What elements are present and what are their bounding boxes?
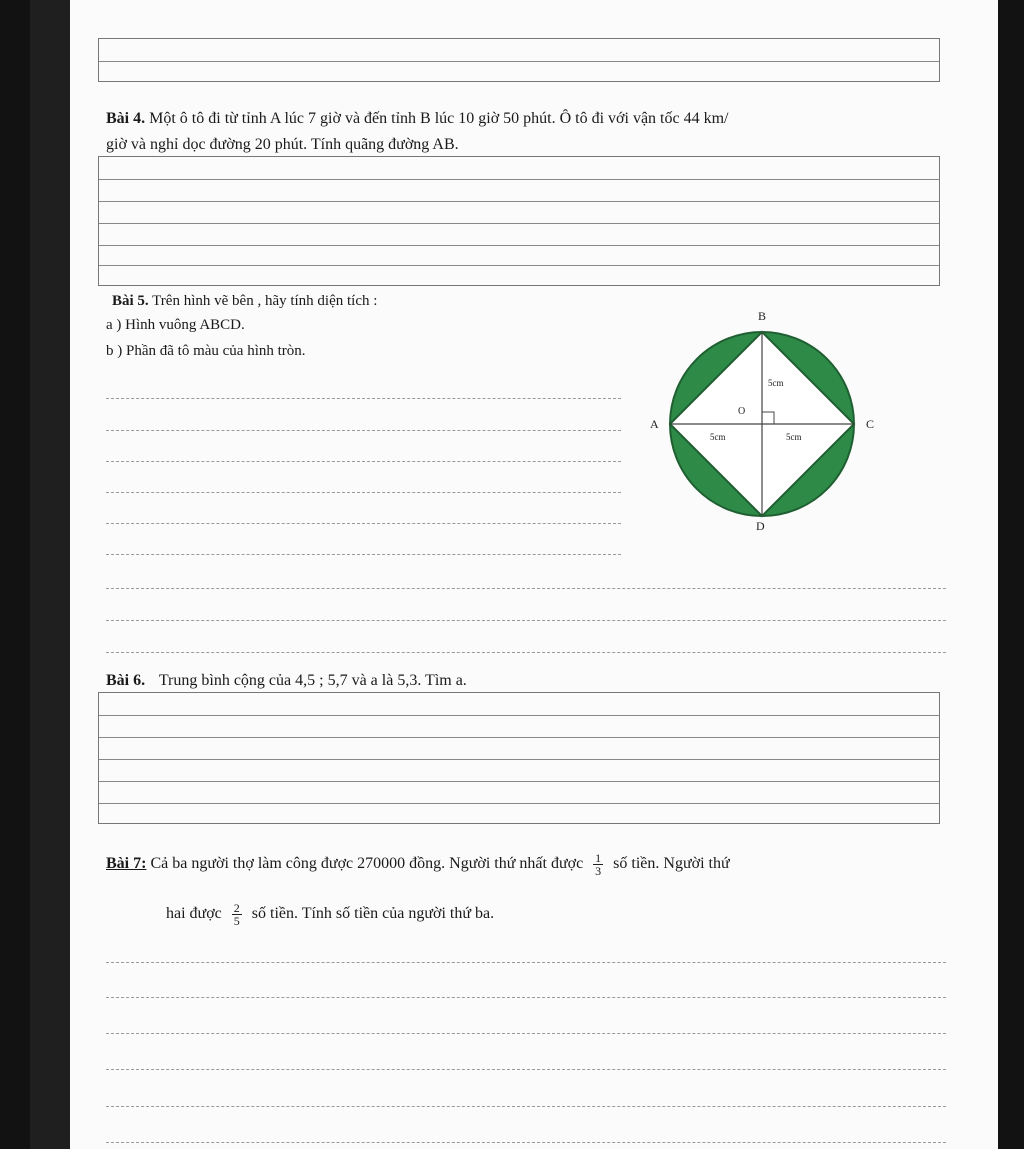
bai5-answer-line-7 — [106, 588, 946, 589]
answer-box-bai4 — [98, 156, 940, 286]
bai4-text-1: Một ô tô đi từ tỉnh A lúc 7 giờ và đến tỉnh B lúc 10 giờ 50 phút. Ô tô đi với vận tốc 44 km/ — [149, 110, 729, 127]
bai7-answer-line-3 — [106, 1033, 946, 1034]
fraction-two-fifths — [232, 902, 242, 927]
bai4-line2: giờ và nghỉ dọc đường 20 phút. Tính quãng đường AB. — [106, 136, 459, 153]
label-B: B — [758, 309, 767, 323]
fraction1-numerator: 1 — [595, 851, 602, 865]
bai7-line2 — [166, 902, 494, 927]
bai7-label: Bài 7: — [106, 855, 147, 873]
bai4-line1 — [106, 108, 729, 130]
bai7-text-1b: số tiền. Người thứ — [613, 855, 730, 873]
label-A: A — [650, 417, 659, 431]
fraction1-denominator: 3 — [595, 864, 602, 878]
label-left-segment: 5cm — [710, 432, 726, 442]
label-O: O — [738, 406, 746, 417]
bai5-intro: Trên hình vẽ bên , hãy tính diện tích : — [152, 293, 378, 309]
bai7-answer-line-6 — [106, 1142, 946, 1143]
bai5-answer-line-8 — [106, 620, 946, 621]
bai6-text: Trung bình cộng của 4,5 ; 5,7 và a là 5,3. Tìm a. — [158, 672, 467, 689]
bai6-line — [106, 670, 467, 692]
label-D: D — [756, 519, 765, 533]
label-right-segment: 5cm — [786, 432, 802, 442]
answer-box-top — [98, 38, 940, 82]
fraction-one-third — [593, 852, 603, 877]
bai5-item-b: b ) Phần đã tô màu của hình tròn. — [106, 343, 306, 359]
bai7-answer-line-4 — [106, 1069, 946, 1070]
bai7-text-2a: hai được — [166, 905, 222, 923]
bai5-answer-line-6 — [106, 554, 621, 555]
bai5-label: Bài 5. — [112, 293, 149, 309]
right-dark-edge — [998, 0, 1024, 1149]
label-top-segment: 5cm — [768, 378, 784, 388]
bai5-intro-line — [112, 290, 377, 312]
worksheet-page — [70, 0, 998, 1149]
fraction2-denominator: 5 — [233, 914, 240, 928]
left-dark-edge — [0, 0, 30, 1149]
label-C: C — [866, 417, 875, 431]
bai7-answer-line-2 — [106, 997, 946, 998]
bai4-label: Bài 4. — [106, 110, 146, 127]
circle-square-figure — [640, 300, 950, 540]
fraction2-numerator: 2 — [233, 901, 240, 915]
bai7-text-1a: Cả ba người thợ làm công được 270000 đồng. Người thứ nhất được — [150, 855, 584, 873]
bai7-line1 — [106, 852, 730, 877]
bai5-answer-line-4 — [106, 492, 621, 493]
bai5-answer-line-1 — [106, 398, 621, 399]
bai5-answer-line-9 — [106, 652, 946, 653]
answer-box-bai6 — [98, 692, 940, 824]
bai5-answer-line-5 — [106, 523, 621, 524]
bai5-answer-line-2 — [106, 430, 621, 431]
bai7-answer-line-1 — [106, 962, 946, 963]
circle-group — [670, 332, 854, 516]
bai5-answer-line-3 — [106, 461, 621, 462]
bai7-text-2b: số tiền. Tính số tiền của người thứ ba. — [251, 905, 495, 923]
bai5-item-a: a ) Hình vuông ABCD. — [106, 317, 245, 333]
bai7-answer-line-5 — [106, 1106, 946, 1107]
bai6-label: Bài 6. — [106, 672, 146, 689]
